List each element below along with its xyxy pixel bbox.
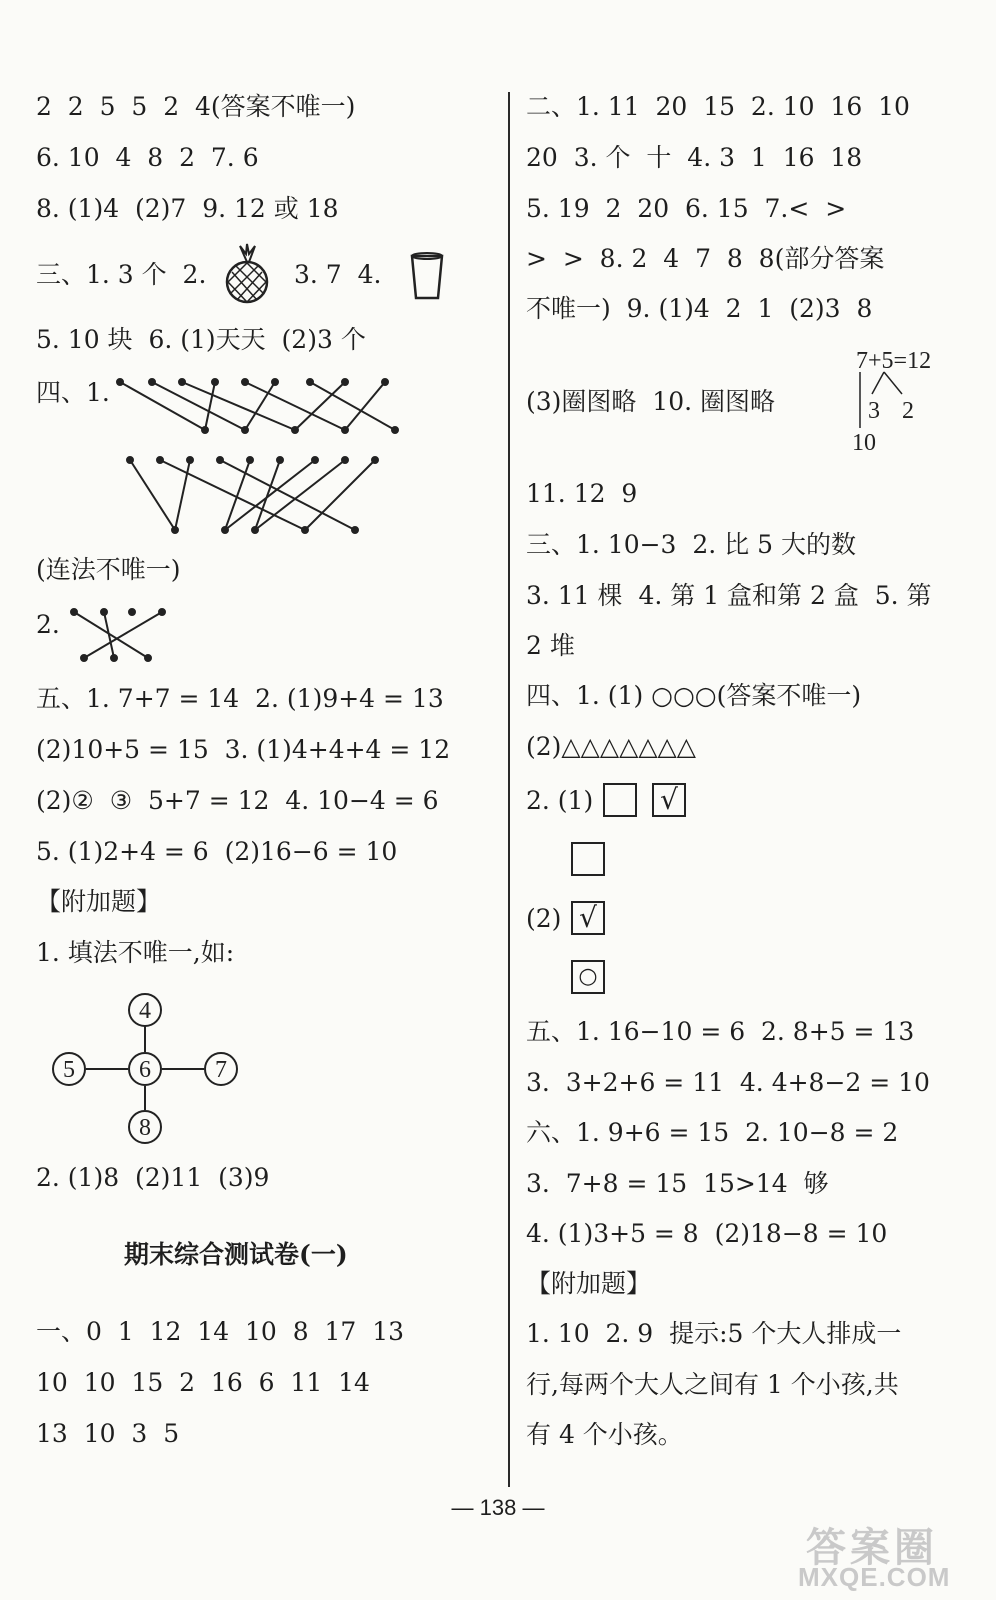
answer-line: 3. 11 棵 4. 第 1 盒和第 2 盒 5. 第	[526, 581, 932, 610]
answer-line: 有 4 个小孩。	[526, 1420, 683, 1449]
answer-line: 四、1. (1) ○○○(答案不唯一)	[526, 681, 862, 710]
split-part: 3	[868, 398, 880, 424]
answer-line: 5. (1)2+4 = 6 (2)16−6 = 10	[36, 837, 398, 866]
answer-line: 三、1. 3 个 2.	[36, 260, 207, 289]
pineapple-icon	[222, 242, 272, 304]
answer-line: 2 堆	[526, 631, 575, 660]
circle-box	[571, 960, 605, 994]
answer-line: 五、1. 7+7 = 14 2. (1)9+4 = 13	[36, 684, 444, 713]
answer-line: 4. (1)3+5 = 8 (2)18−8 = 10	[526, 1219, 888, 1248]
answer-line: (2)10+5 = 15 3. (1)4+4+4 = 12	[36, 735, 451, 764]
answer-line: 四、1.	[36, 378, 110, 407]
circle-number: 6	[139, 1057, 151, 1083]
watermark-text: 答案圈	[806, 1526, 938, 1570]
answer-line: (2)	[526, 904, 562, 933]
empty-box	[571, 842, 605, 876]
cup-icon	[410, 252, 444, 302]
number-cross-diagram	[46, 992, 246, 1146]
answer-line: 5. 19 2 20 6. 15 7.< >	[526, 194, 847, 223]
answer-line: (2)② ③ 5+7 = 12 4. 10−4 = 6	[36, 786, 439, 815]
answer-line: 3. 7 4.	[294, 260, 382, 289]
answer-line: 行,每两个大人之间有 1 个小孩,共	[526, 1370, 899, 1399]
answer-line: 二、1. 11 20 15 2. 10 16 10	[526, 92, 910, 121]
circle-number: 7	[215, 1057, 227, 1083]
answer-line: 3. 3+2+6 = 11 4. 4+8−2 = 10	[526, 1068, 930, 1097]
number-split-diagram	[840, 340, 950, 460]
circle-number: 8	[139, 1115, 151, 1141]
watermark-logo	[786, 1516, 976, 1592]
split-part: 2	[902, 398, 914, 424]
answer-line: 不唯一) 9. (1)4 2 1 (2)3 8	[526, 294, 873, 323]
answer-line: 【附加题】	[36, 887, 162, 916]
section-heading: 期末综合测试卷(一)	[124, 1240, 348, 1269]
answer-line: 20 3. 个 十 4. 3 1 16 18	[526, 143, 863, 172]
answer-line: 1. 10 2. 9 提示:5 个大人排成一	[526, 1319, 902, 1348]
matching-diagram-1	[110, 370, 410, 440]
split-equation: 7+5=12	[856, 348, 932, 374]
answer-line: 2.	[36, 610, 60, 639]
checked-box	[571, 901, 605, 935]
matching-diagram-3	[66, 600, 176, 670]
answer-line: (2)△△△△△△△	[526, 732, 696, 761]
matching-diagram-2	[120, 450, 390, 540]
answer-line: 2. (1)	[526, 786, 594, 815]
watermark-url: MXQE.COM	[798, 1562, 951, 1592]
answer-line: 1. 填法不唯一,如:	[36, 938, 235, 967]
answer-line: 六、1. 9+6 = 15 2. 10−8 = 2	[526, 1118, 899, 1147]
checked-box	[652, 783, 686, 817]
answer-line: 一、0 1 12 14 10 8 17 13	[36, 1317, 405, 1346]
answer-line: 6. 10 4 8 2 7. 6	[36, 143, 259, 172]
answer-line: 五、1. 16−10 = 6 2. 8+5 = 13	[526, 1017, 915, 1046]
answer-line: 3. 7+8 = 15 15>14 够	[526, 1169, 829, 1198]
check-mark: √	[579, 901, 597, 934]
answer-line: 2 2 5 5 2 4(答案不唯一)	[36, 92, 356, 121]
answer-line: 13 10 3 5	[36, 1419, 180, 1448]
split-total: 10	[852, 430, 876, 456]
answer-line: 11. 12 9	[526, 479, 638, 508]
answer-line: 5. 10 块 6. (1)天天 (2)3 个	[36, 325, 366, 354]
answer-line: 8. (1)4 (2)7 9. 12 或 18	[36, 194, 339, 223]
circle-mark: ○	[578, 964, 598, 989]
answer-line: 【附加题】	[526, 1269, 652, 1298]
answer-line: > > 8. 2 4 7 8 8(部分答案	[526, 244, 885, 273]
circle-number: 4	[139, 998, 151, 1024]
page-number: — 138 —	[451, 1495, 545, 1520]
answer-line: 2. (1)8 (2)11 (3)9	[36, 1163, 270, 1192]
column-divider	[508, 92, 510, 1487]
check-mark: √	[660, 783, 678, 816]
empty-box	[603, 783, 637, 817]
answer-line: 三、1. 10−3 2. 比 5 大的数	[526, 530, 856, 559]
answer-line: (3)圈图略 10. 圈图略	[526, 387, 776, 416]
circle-number: 5	[63, 1057, 75, 1083]
answer-line: (连法不唯一)	[36, 555, 181, 584]
answer-line: 10 10 15 2 16 6 11 14	[36, 1368, 370, 1397]
